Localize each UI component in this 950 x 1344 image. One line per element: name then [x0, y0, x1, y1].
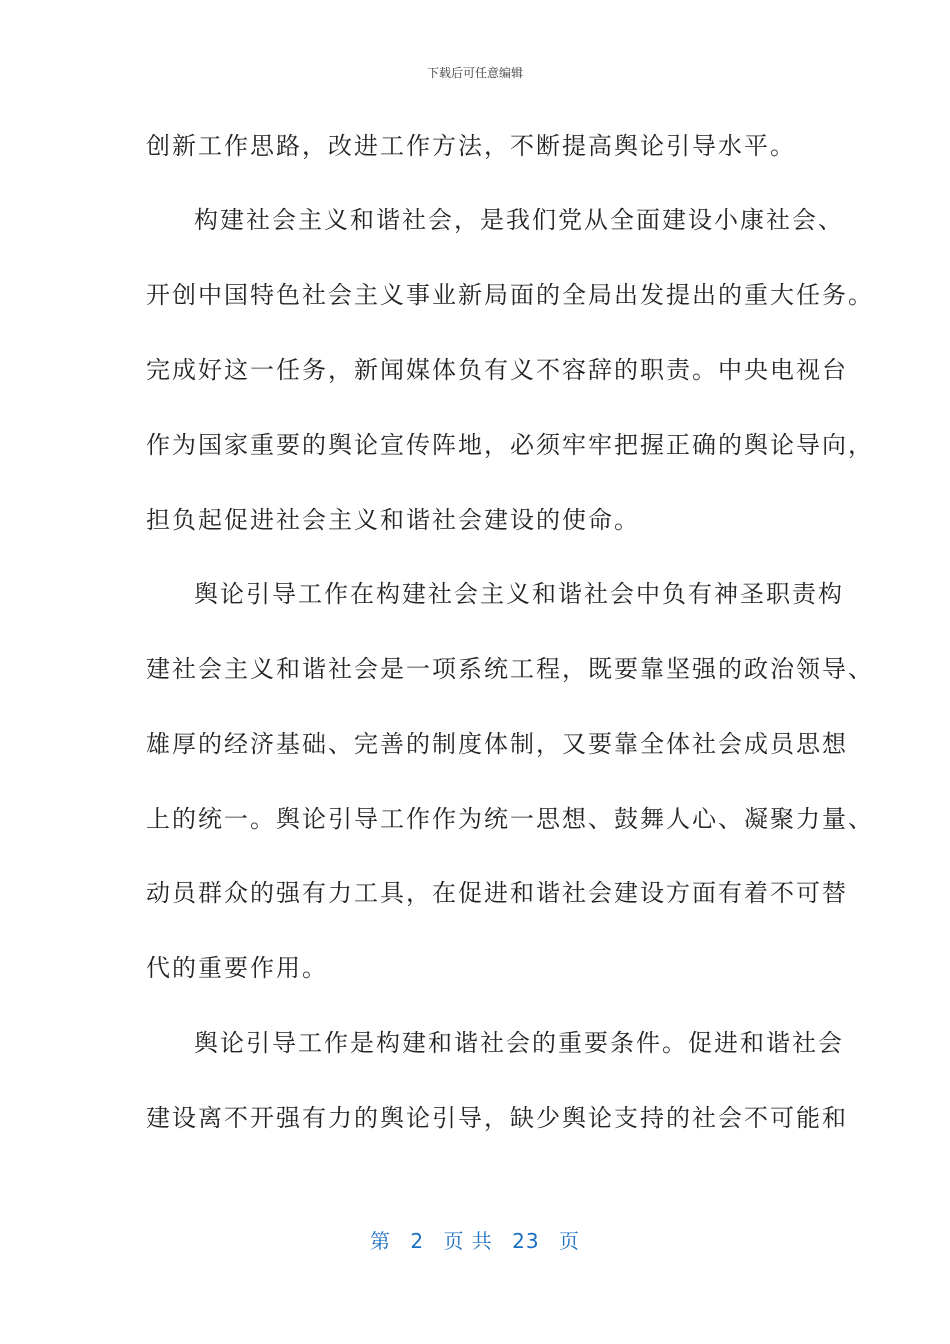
footer-prefix: 第 — [370, 1229, 391, 1253]
footer-suffix: 页 — [558, 1229, 580, 1253]
text-line: 上的统一。舆论引导工作作为统一思想、鼓舞人心、凝聚力量、 — [146, 805, 874, 833]
header-note: 下载后可任意编辑 — [426, 66, 523, 80]
text-line: 建设离不开强有力的舆论引导，缺少舆论支持的社会不可能和 — [146, 1104, 848, 1132]
text-line: 开创中国特色社会主义事业新局面的全局出发提出的重大任务。 — [146, 281, 874, 309]
text-line: 创新工作思路，改进工作方法，不断提高舆论引导水平。 — [146, 132, 796, 160]
text-line: 建社会主义和谐社会是一项系统工程，既要靠坚强的政治领导、 — [146, 655, 874, 683]
text-line: 构建社会主义和谐社会，是我们党从全面建设小康社会、 — [194, 206, 844, 234]
text-line: 雄厚的经济基础、完善的制度体制，又要靠全体社会成员思想 — [146, 730, 848, 758]
current-page-number: 2 — [410, 1229, 425, 1253]
footer-middle: 页 共 — [443, 1229, 493, 1253]
text-line: 担负起促进社会主义和谐社会建设的使命。 — [146, 506, 640, 534]
text-line: 舆论引导工作是构建和谐社会的重要条件。促进和谐社会 — [194, 1029, 844, 1057]
page-footer — [0, 1225, 950, 1254]
text-line: 作为国家重要的舆论宣传阵地，必须牢牢把握正确的舆论导向， — [146, 431, 874, 459]
total-page-count: 23 — [512, 1229, 540, 1253]
text-line: 舆论引导工作在构建社会主义和谐社会中负有神圣职责构 — [194, 580, 844, 608]
text-line: 动员群众的强有力工具，在促进和谐社会建设方面有着不可替 — [146, 879, 848, 907]
text-line: 完成好这一任务，新闻媒体负有义不容辞的职责。中央电视台 — [146, 356, 848, 384]
text-line: 代的重要作用。 — [146, 954, 328, 982]
